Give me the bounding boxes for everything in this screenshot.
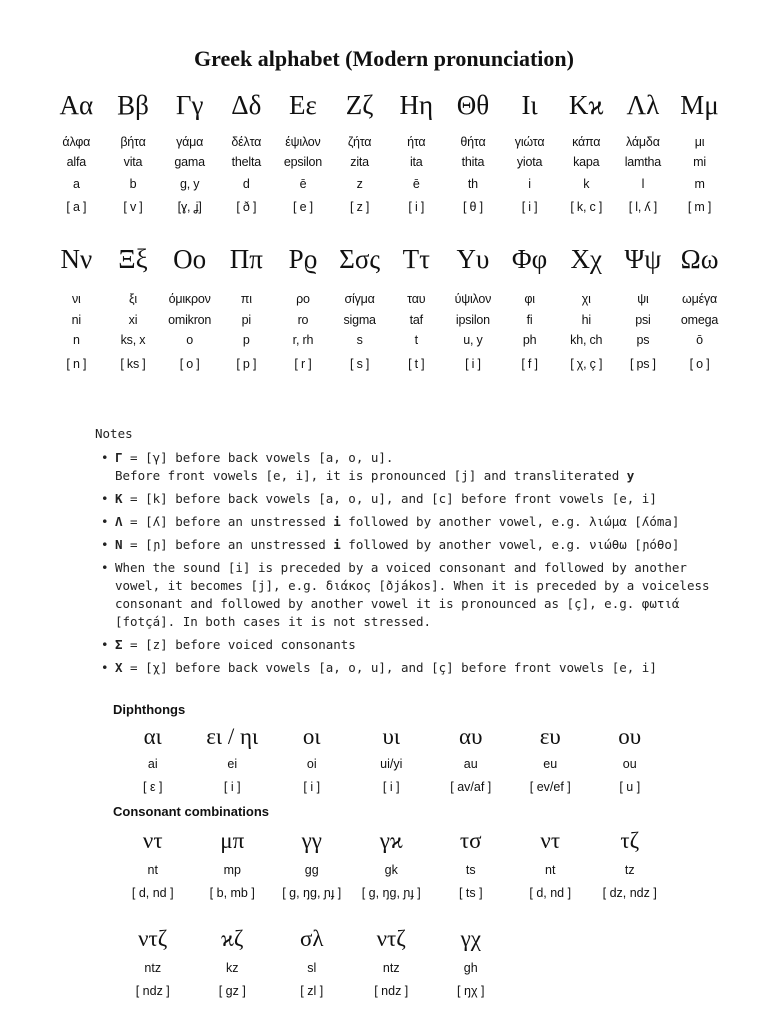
letter-upsilon [445, 246, 502, 370]
letter-ipa: [ m ] [687, 199, 712, 214]
letter-greek-name: ήτα [407, 135, 426, 149]
letter-translit: l [641, 177, 645, 191]
diphthongs-heading: Diphthongs [113, 702, 186, 717]
diphthong-ipa: [ av/af ] [450, 779, 492, 794]
diphthong-latin: ei [227, 757, 238, 771]
letter-name: mi [693, 154, 706, 169]
letter-name: sigma [343, 312, 376, 327]
letter-glyphs: Εε [289, 90, 317, 120]
letter-glyphs: Ρϱ [288, 244, 318, 274]
consonant-combo [193, 927, 273, 997]
letter-name: thelta [231, 154, 261, 169]
letter-glyphs: Ιι [521, 90, 538, 120]
letter-greek-name: έψιλον [285, 135, 321, 149]
letter-name: pi [241, 312, 251, 327]
letter-name: lamtha [624, 154, 662, 169]
letter-greek-name: ύψιλον [454, 292, 492, 306]
letter-glyphs: Γγ [175, 90, 204, 120]
letter-chi [558, 246, 615, 370]
combo-greek: ντζ [376, 926, 406, 951]
consonant-combo [113, 927, 193, 997]
diphthong-item [590, 725, 670, 793]
letter-delta [218, 92, 275, 213]
note-item [115, 449, 715, 485]
letter-translit: d [242, 177, 250, 191]
diphthong-greek: ει / ηι [206, 724, 259, 749]
letter-ipa: [ ps ] [629, 356, 656, 371]
note-item [115, 559, 715, 631]
consonant-combo [511, 829, 591, 899]
letter-greek-name: ψι [637, 292, 649, 306]
diphthong-greek: υι [382, 724, 401, 749]
letter-greek-name: γιώτα [514, 135, 545, 149]
letter-name: fi [526, 312, 533, 327]
letter-beta [105, 92, 162, 213]
note-letter: Ν [115, 537, 123, 552]
combo-ipa: [ zl ] [300, 983, 324, 998]
letter-name: kapa [573, 154, 600, 169]
diphthong-greek: ευ [539, 724, 561, 749]
combo-latin: kz [226, 961, 239, 975]
consonant-combo [352, 927, 432, 997]
letter-greek-name: ξι [128, 292, 137, 306]
combo-greek: ντζ [138, 926, 168, 951]
letter-glyphs: Ωω [680, 244, 719, 274]
note-text: = [ɲ] before an unstressed [122, 537, 334, 552]
note-letter: Σ [115, 637, 123, 652]
letter-translit: ō [696, 333, 703, 347]
note-text: Before front vowels [e, i], it is pronounced [j] and transliterated [115, 468, 627, 483]
page-title: Greek alphabet (Modern pronunciation) [194, 46, 574, 71]
letter-greek-name: ζήτα [347, 135, 372, 149]
letter-ipa: [ ð ] [236, 199, 257, 214]
note-letter: Γ [115, 450, 123, 465]
letter-translit: b [129, 177, 137, 191]
letter-ipa: [ i ] [465, 356, 481, 371]
combo-latin: gh [463, 961, 478, 975]
letter-glyphs: Ττ [402, 244, 430, 274]
combo-greek: τσ [459, 828, 482, 853]
diphthongs-row [113, 725, 670, 793]
letter-name: ni [71, 312, 81, 327]
letter-name: psi [635, 312, 651, 327]
consonant-combo [431, 829, 511, 899]
combo-greek: μπ [220, 828, 245, 853]
letter-greek-name: κάπα [572, 135, 601, 149]
letter-ipa: [ ks ] [120, 356, 146, 371]
combo-latin: nt [147, 863, 158, 877]
letter-translit: p [242, 333, 250, 347]
combo-greek: ντ [142, 828, 163, 853]
letter-greek-name: σίγμα [344, 292, 375, 306]
diphthong-ipa: [ i ] [223, 779, 241, 794]
consonants-heading: Consonant combinations [113, 804, 269, 819]
diphthong-latin: au [463, 757, 478, 771]
combo-ipa: [ g, ŋg, ɲɟ ] [361, 885, 421, 900]
combo-ipa: [ d, nd ] [131, 885, 174, 900]
diphthong-item [511, 725, 591, 793]
letter-ipa: [ z ] [350, 199, 370, 214]
letter-glyphs: Μμ [680, 90, 719, 120]
letter-translit: u, y [463, 333, 483, 347]
letter-greek-name: φι [524, 292, 535, 306]
combo-greek: γγ [301, 828, 322, 853]
diphthong-ipa: [ ε ] [143, 779, 163, 794]
letter-ipa: [ e ] [293, 199, 313, 214]
notes-heading: Notes [95, 426, 133, 441]
note-text: = [k] before back vowels [a, o, u], and [c] before front vowels [e, i] [122, 491, 657, 506]
letter-zeta [331, 92, 388, 213]
diphthong-latin: oi [306, 757, 317, 771]
consonants-row-2 [113, 927, 511, 997]
letter-greek-name: ωμέγα [682, 292, 718, 306]
combo-latin: ntz [144, 961, 162, 975]
letter-greek-name: όμικρον [168, 292, 211, 306]
diphthong-ipa: [ i ] [303, 779, 321, 794]
note-emphasis: y [626, 468, 635, 483]
note-text: followed by another vowel, e.g. νιώθω [ɲóθo] [340, 537, 680, 552]
note-emphasis: i [333, 514, 341, 529]
consonant-combo [352, 829, 432, 899]
letter-greek-name: πι [240, 292, 252, 306]
letter-greek-name: γάμα [176, 135, 204, 149]
letter-mu [671, 92, 728, 213]
combo-latin: ntz [382, 961, 400, 975]
note-item [115, 636, 715, 654]
combo-greek: σλ [299, 926, 324, 951]
letter-ipa: [ t ] [408, 356, 425, 371]
letter-ipa: [ o ] [689, 356, 710, 371]
letter-ipa: [ f ] [521, 356, 538, 371]
letter-greek-name: ρο [296, 292, 310, 306]
diphthong-greek: αυ [459, 724, 483, 749]
note-letter: Χ [115, 660, 123, 675]
consonant-combo [113, 829, 193, 899]
combo-ipa: [ ndz ] [374, 983, 409, 998]
notes-section [95, 426, 715, 682]
letter-ipa: [ k, c ] [570, 199, 603, 214]
letter-glyphs: Χχ [570, 244, 602, 274]
letter-psi [615, 246, 672, 370]
letter-ipa: [ r ] [294, 356, 312, 371]
combo-ipa: [ b, mb ] [209, 885, 255, 900]
combo-greek: γϰ [379, 828, 403, 853]
diphthong-greek: αι [143, 724, 162, 749]
letter-name: omega [680, 312, 719, 327]
letter-glyphs: Ββ [117, 90, 149, 120]
letter-translit: i [528, 177, 531, 191]
diphthong-ipa: [ ev/ef ] [529, 779, 571, 794]
combo-ipa: [ ŋχ ] [457, 983, 485, 998]
letter-name: ro [297, 312, 309, 327]
letter-greek-name: άλφα [62, 135, 91, 149]
diphthong-ipa: [ u ] [619, 779, 641, 794]
letter-ipa: [ p ] [236, 356, 257, 371]
letter-ipa: [ s ] [350, 356, 370, 371]
diphthong-item [431, 725, 511, 793]
consonant-combo [431, 927, 511, 997]
diphthong-item [193, 725, 273, 793]
letter-sigma [331, 246, 388, 370]
letter-translit: kh, ch [570, 333, 603, 347]
combo-latin: gg [304, 863, 319, 877]
note-text: = [γ] before back vowels [a, o, u]. [122, 450, 394, 465]
letter-glyphs: Φφ [511, 244, 548, 274]
consonant-combo [272, 829, 352, 899]
combo-latin: mp [223, 863, 241, 877]
letter-translit: t [414, 333, 418, 347]
letter-glyphs: Ψψ [624, 244, 662, 274]
alphabet-row-2 [48, 246, 728, 370]
letter-pi [218, 246, 275, 370]
consonant-combo [193, 829, 273, 899]
diphthong-greek: ου [618, 724, 642, 749]
letter-glyphs: Οο [173, 244, 207, 274]
notes-list [95, 449, 715, 677]
note-letter: Λ [115, 514, 123, 529]
letter-translit: z [356, 177, 363, 191]
combo-greek: γχ [460, 926, 481, 951]
letter-translit: s [356, 333, 363, 347]
note-text: When the sound [i] is preceded by a voiced consonant and followed by another vowel, it becomes [j], e.g. διάκος [ðjákos]. When it is preceded by a voiceless consonant and followed by another vowel it is pronounced as [ç], e.g. φωτιά [fotçá]. In both cases it is not stressed. [115, 560, 710, 629]
letter-translit: n [72, 333, 80, 347]
diphthong-latin: ou [622, 757, 637, 771]
letter-translit: r, rh [292, 333, 314, 347]
combo-ipa: [ ts ] [458, 885, 483, 900]
letter-name: ita [409, 154, 423, 169]
letter-ipa: [ i ] [521, 199, 538, 214]
letter-glyphs: Ξξ [118, 244, 148, 274]
combo-ipa: [ g, ŋg, ɲɟ ] [282, 885, 342, 900]
letter-ipa: [ o ] [179, 356, 200, 371]
letter-glyphs: Ππ [229, 244, 263, 274]
letter-name: gama [174, 154, 205, 169]
combo-latin: ts [465, 863, 476, 877]
letter-name: alfa [66, 154, 86, 169]
note-letter: Κ [115, 491, 123, 506]
letter-glyphs: Σσς [339, 244, 381, 274]
alphabet-row-1 [48, 92, 728, 213]
letter-translit: m [694, 177, 705, 191]
letter-ipa: [ɣ, ʝ] [177, 199, 202, 214]
note-text: followed by another vowel, e.g. λιώμα [ʎóma] [340, 514, 680, 529]
note-text: = [z] before voiced consonants [122, 637, 356, 652]
letter-glyphs: Δδ [231, 90, 262, 120]
letter-name: xi [128, 312, 138, 327]
diphthong-latin: eu [543, 757, 558, 771]
note-item [115, 513, 715, 531]
letter-greek-name: δέλτα [231, 135, 262, 149]
letter-nu [48, 246, 105, 370]
letter-name: ipsilon [455, 312, 490, 327]
letter-ipa: [ θ ] [463, 199, 483, 214]
diphthong-item [272, 725, 352, 793]
consonant-combo [272, 927, 352, 997]
note-item [115, 490, 715, 508]
combo-ipa: [ d, nd ] [529, 885, 572, 900]
note-item [115, 536, 715, 554]
letter-lambda [615, 92, 672, 213]
letter-omega [671, 246, 728, 370]
diphthong-ipa: [ i ] [382, 779, 400, 794]
letter-rho [275, 246, 332, 370]
letter-name: omikron [168, 312, 212, 327]
letter-translit: ks, x [120, 333, 146, 347]
letter-greek-name: χι [581, 292, 591, 306]
letter-translit: g, y [179, 177, 200, 191]
letter-greek-name: θήτα [460, 135, 486, 149]
combo-latin: nt [545, 863, 556, 877]
letter-eta [388, 92, 445, 213]
letter-omicron [161, 246, 218, 370]
letter-name: thita [461, 154, 485, 169]
letter-ipa: [ i ] [408, 199, 425, 214]
letter-ipa: [ a ] [66, 199, 87, 214]
letter-epsilon [275, 92, 332, 213]
letter-phi [501, 246, 558, 370]
letter-name: vita [123, 154, 143, 169]
note-emphasis: i [333, 537, 341, 552]
letter-kappa [558, 92, 615, 213]
letter-greek-name: νι [72, 292, 81, 306]
letter-name: yiota [516, 154, 543, 169]
letter-glyphs: Υυ [456, 244, 490, 274]
letter-translit: ē [412, 177, 420, 191]
letter-translit: ē [299, 177, 307, 191]
diphthong-latin: ui/yi [380, 757, 403, 771]
letter-translit: o [186, 333, 194, 347]
letter-translit: ps [636, 333, 650, 347]
diphthong-item [352, 725, 432, 793]
combo-ipa: [ dz, ndz ] [602, 885, 657, 900]
combo-latin: tz [624, 863, 635, 877]
letter-name: hi [581, 312, 591, 327]
letter-tau [388, 246, 445, 370]
letter-ipa: [ l, ʎ ] [628, 199, 658, 214]
letter-glyphs: Νν [60, 244, 93, 274]
letter-translit: a [72, 177, 80, 191]
letter-theta [445, 92, 502, 213]
letter-glyphs: Λλ [626, 90, 660, 120]
letter-name: epsilon [283, 154, 323, 169]
letter-ipa: [ n ] [66, 356, 87, 371]
diphthong-greek: οι [302, 724, 321, 749]
letter-glyphs: Ζζ [345, 90, 374, 120]
letter-gamma [161, 92, 218, 213]
letter-translit: th [467, 177, 478, 191]
letter-greek-name: βήτα [120, 135, 146, 149]
letter-ipa: [ χ, ç ] [570, 356, 603, 371]
note-text: = [ʎ] before an unstressed [122, 514, 334, 529]
letter-alpha [48, 92, 105, 213]
letter-greek-name: ταυ [407, 292, 426, 306]
diphthong-item [113, 725, 193, 793]
note-item [115, 659, 715, 677]
combo-greek: ντ [540, 828, 561, 853]
letter-glyphs: Κϰ [568, 90, 604, 120]
letter-name: taf [409, 312, 423, 327]
letter-translit: k [583, 177, 590, 191]
combo-latin: gk [384, 863, 398, 877]
consonant-combo [590, 829, 670, 899]
combo-latin: sl [307, 961, 317, 975]
combo-ipa: [ ndz ] [135, 983, 170, 998]
combo-ipa: [ gz ] [218, 983, 246, 998]
letter-name: zita [350, 154, 369, 169]
combo-greek: ϰζ [221, 926, 244, 951]
consonants-row-1 [113, 829, 670, 899]
letter-ipa: [ v ] [123, 199, 143, 214]
letter-iota [501, 92, 558, 213]
letter-greek-name: μι [694, 135, 705, 149]
letter-glyphs: Αα [59, 90, 94, 120]
letter-glyphs: Ηη [399, 90, 434, 120]
letter-greek-name: λάμδα [626, 135, 660, 149]
letter-translit: ph [522, 333, 537, 347]
diphthong-latin: ai [147, 757, 158, 771]
letter-xi [105, 246, 162, 370]
note-text: = [χ] before back vowels [a, o, u], and [ç] before front vowels [e, i] [122, 660, 657, 675]
letter-glyphs: Θθ [456, 90, 490, 120]
combo-greek: τζ [620, 828, 640, 853]
